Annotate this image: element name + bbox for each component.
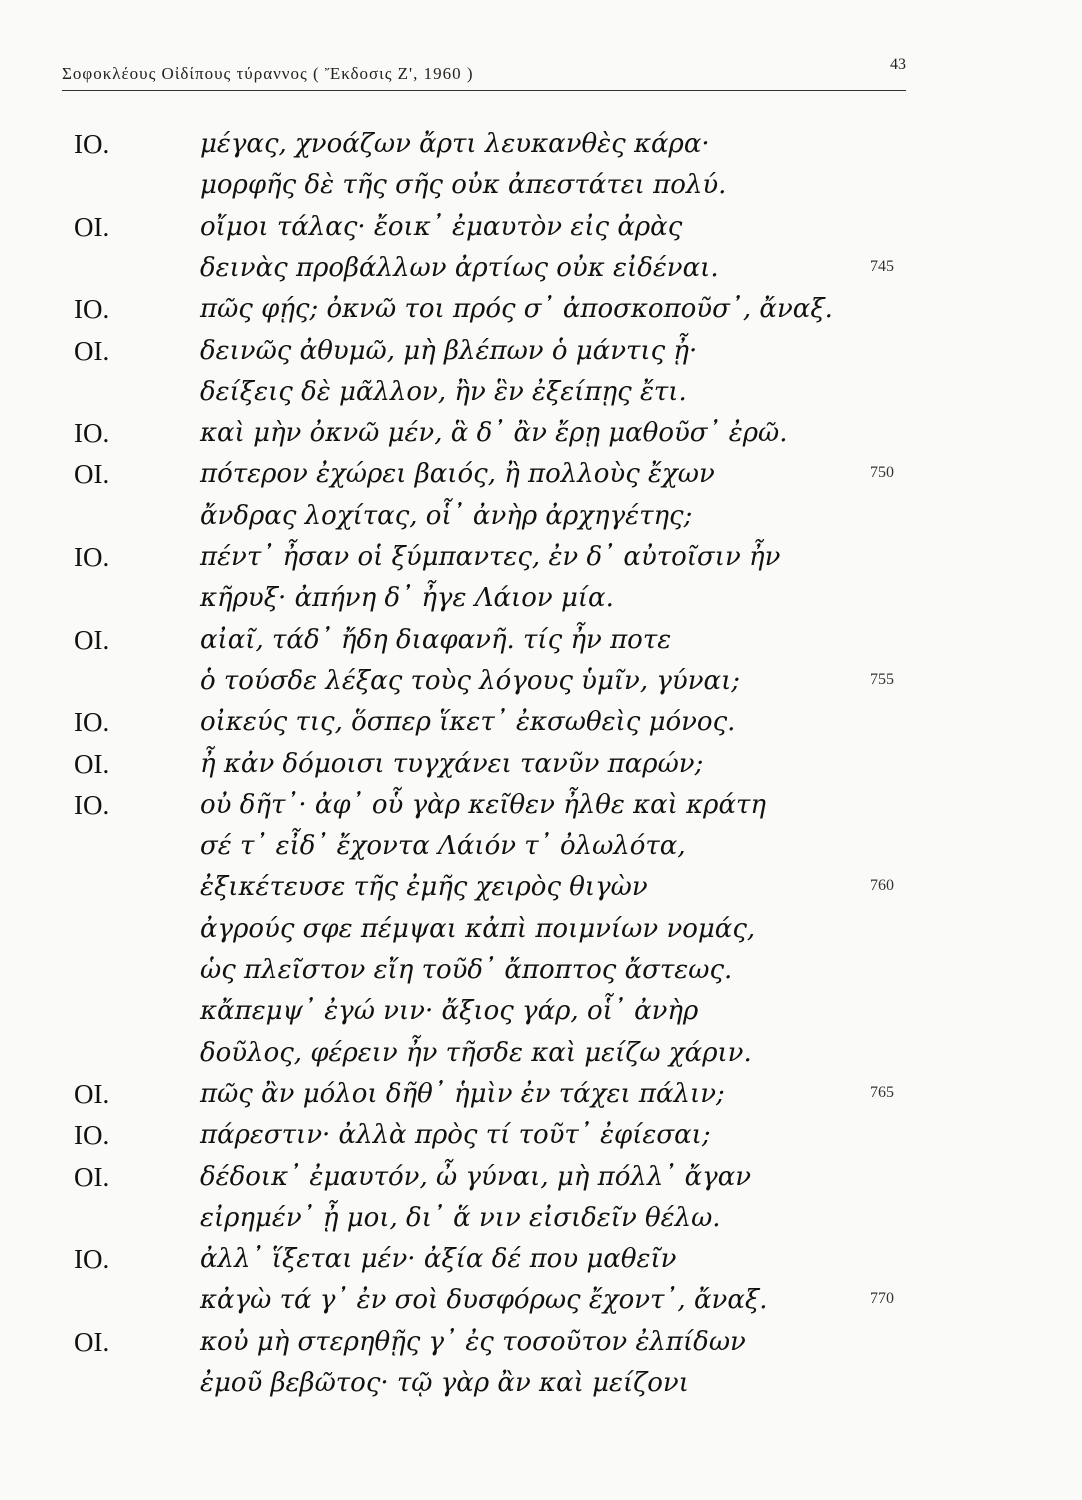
verse-line (0, 1241, 1082, 1281)
verse-line (0, 1159, 1082, 1199)
verse-text-line: κοὐ μὴ στερηθῇς γ᾽ ἐς τοσοῦτον ἐλπίδων (200, 1326, 746, 1357)
verse-text-line: οἰκεύς τις, ὅσπερ ἵκετ᾽ ἐκσωθεὶς μόνος. (200, 707, 736, 738)
verse-line (0, 787, 1082, 827)
line-number: 760 (870, 877, 894, 895)
verse-line (0, 539, 1082, 579)
line-number: 745 (870, 257, 894, 275)
line-number: 755 (870, 670, 894, 688)
verse-line (0, 1324, 1082, 1364)
speaker-label: ΙΟ. (74, 418, 110, 449)
line-number: 770 (870, 1290, 894, 1308)
verse-text-line: κἄπεμψ᾽ ἐγώ νιν· ἄξιος γάρ, οἷ᾽ ἀνὴρ (200, 996, 699, 1027)
speaker-label: ΙΟ. (74, 1244, 110, 1275)
speaker-label: ΙΟ. (74, 1120, 110, 1151)
speaker-label: ΙΟ. (74, 542, 110, 572)
verse-line (0, 993, 1082, 1033)
speaker-label: ΙΟ. (74, 294, 110, 325)
verse-text-line: κῆρυξ· ἀπήνη δ᾽ ἦγε Λάιον μία. (200, 583, 614, 614)
verse-line (0, 456, 1082, 496)
verse-line (0, 1200, 1082, 1240)
verse-line (0, 333, 1082, 373)
verse-line (0, 250, 1082, 290)
speaker-label: ΟΙ. (74, 1326, 110, 1357)
verse-text-line: δέδοικ᾽ ἐμαυτόν, ὦ γύναι, μὴ πόλλ᾽ ἄγαν (200, 1161, 752, 1192)
verse-text-line: δείξεις δὲ μᾶλλον, ἢν ἓν ἐξείπῃς ἔτι. (200, 376, 687, 407)
verse-text-line: ἐξικέτευσε τῆς ἐμῆς χειρὸς θιγὼν (200, 872, 648, 903)
verse-text-line: ἀλλ᾽ ἵξεται μέν· ἀξία δέ που μαθεῖν (200, 1244, 677, 1275)
verse-line (0, 1282, 1082, 1322)
verse-text-line: πότερον ἐχώρει βαιός, ἢ πολλοὺς ἔχων (200, 459, 715, 490)
verse-line (0, 1035, 1082, 1075)
line-number: 765 (870, 1083, 894, 1101)
verse-line (0, 167, 1082, 207)
verse-text-line: εἰρημέν᾽ ᾖ μοι, δι᾽ ἅ νιν εἰσιδεῖν θέλω. (200, 1202, 721, 1233)
verse-line (0, 828, 1082, 868)
verse-text-line: δεινῶς ἀθυμῶ, μὴ βλέπων ὁ μάντις ᾖ· (200, 335, 698, 366)
speaker-label: ΟΙ. (74, 211, 110, 242)
verse-line (0, 746, 1082, 786)
verse-text-line: ὁ τούσδε λέξας τοὺς λόγους ὑμῖν, γύναι; (200, 665, 741, 696)
speaker-label: ΟΙ. (74, 624, 110, 655)
verse-line (0, 126, 1082, 166)
verse-line (0, 1365, 1082, 1405)
verse-line (0, 209, 1082, 249)
speaker-label: ΙΟ. (74, 707, 110, 738)
speaker-label: ΟΙ. (74, 1161, 110, 1192)
verse-line (0, 869, 1082, 909)
verse-line (0, 952, 1082, 992)
speaker-label: ΙΟ. (74, 129, 110, 159)
speaker-label: ΟΙ. (74, 748, 110, 779)
verse-text-line: ὡς πλεῖστον εἴη τοῦδ᾽ ἄποπτος ἄστεως. (200, 955, 733, 985)
verse-text-line: ἄνδρας λοχίτας, οἷ᾽ ἀνὴρ ἀρχηγέτης; (200, 500, 693, 531)
verse-line (0, 291, 1082, 331)
running-header (62, 56, 906, 91)
verse-text-line: οὐ δῆτ᾽· ἀφ᾽ οὗ γὰρ κεῖθεν ἦλθε καὶ κράτη (200, 789, 766, 820)
verse-text-line: δοῦλος, φέρειν ἦν τῆσδε καὶ μείζω χάριν. (200, 1037, 752, 1068)
verse-text-line: μορφῆς δὲ τῆς σῆς οὐκ ἀπεστάτει πολύ. (200, 170, 727, 201)
verse-text-line: πάρεστιν· ἀλλὰ πρὸς τί τοῦτ᾽ ἐφίεσαι; (200, 1120, 711, 1151)
verse-text-line: καὶ μὴν ὀκνῶ μέν, ἃ δ᾽ ἂν ἔρῃ μαθοῦσ᾽ ἐρῶ. (200, 418, 788, 449)
header-title: Σοφοκλέους Οἰδίπους τύραννος ( Ἔκδοσις Ζ', 1960 ) (62, 64, 474, 83)
verse-text-line: σέ τ᾽ εἶδ᾽ ἔχοντα Λάιόν τ᾽ ὀλωλότα, (200, 831, 686, 862)
verse-line (0, 580, 1082, 620)
verse-text-line: αἰαῖ, τάδ᾽ ἤδη διαφανῆ. τίς ἦν ποτε (200, 624, 672, 655)
verse-text-line: δεινὰς προβάλλων ἀρτίως οὐκ εἰδέναι. (200, 252, 719, 283)
speaker-label: ΟΙ. (74, 335, 110, 366)
verse-line (0, 911, 1082, 951)
verse-text-line: οἴμοι τάλας· ἔοικ᾽ ἐμαυτὸν εἰς ἀρὰς (200, 211, 683, 242)
verse-text-line: πῶς φῄς; ὀκνῶ τοι πρός σ᾽ ἀποσκοποῦσ᾽, ἄναξ. (200, 294, 833, 325)
speaker-label: ΟΙ. (74, 1078, 110, 1109)
page-number: 43 (890, 56, 906, 73)
verse-text-line: κἀγὼ τά γ᾽ ἐν σοὶ δυσφόρως ἔχοντ᾽, ἄναξ. (200, 1285, 768, 1316)
verse-line (0, 1117, 1082, 1157)
verse-text-line: ἐμοῦ βεβῶτος· τῷ γὰρ ἂν καὶ μείζονι (200, 1368, 689, 1398)
verse-text-line: ἦ κἀν δόμοισι τυγχάνει τανῦν παρών; (200, 748, 704, 779)
speaker-label: ΟΙ. (74, 459, 110, 490)
verse-text-line: πῶς ἂν μόλοι δῆθ᾽ ἡμὶν ἐν τάχει πάλιν; (200, 1078, 725, 1109)
verse-text-line: πέντ᾽ ἦσαν οἱ ξύμπαντες, ἐν δ᾽ αὐτοῖσιν ἦν (200, 542, 781, 572)
line-number: 750 (870, 464, 894, 482)
verse-line (0, 1076, 1082, 1116)
verse-text-line: μέγας, χνοάζων ἄρτι λευκανθὲς κάρα· (200, 129, 710, 159)
verse-line (0, 622, 1082, 662)
verse-line (0, 415, 1082, 455)
verse-line (0, 704, 1082, 744)
verse-text-line: ἀγρούς σφε πέμψαι κἀπὶ ποιμνίων νομάς, (200, 913, 756, 944)
speaker-label: ΙΟ. (74, 789, 110, 820)
verse-line (0, 374, 1082, 414)
verse-line (0, 663, 1082, 703)
verse-line (0, 498, 1082, 538)
